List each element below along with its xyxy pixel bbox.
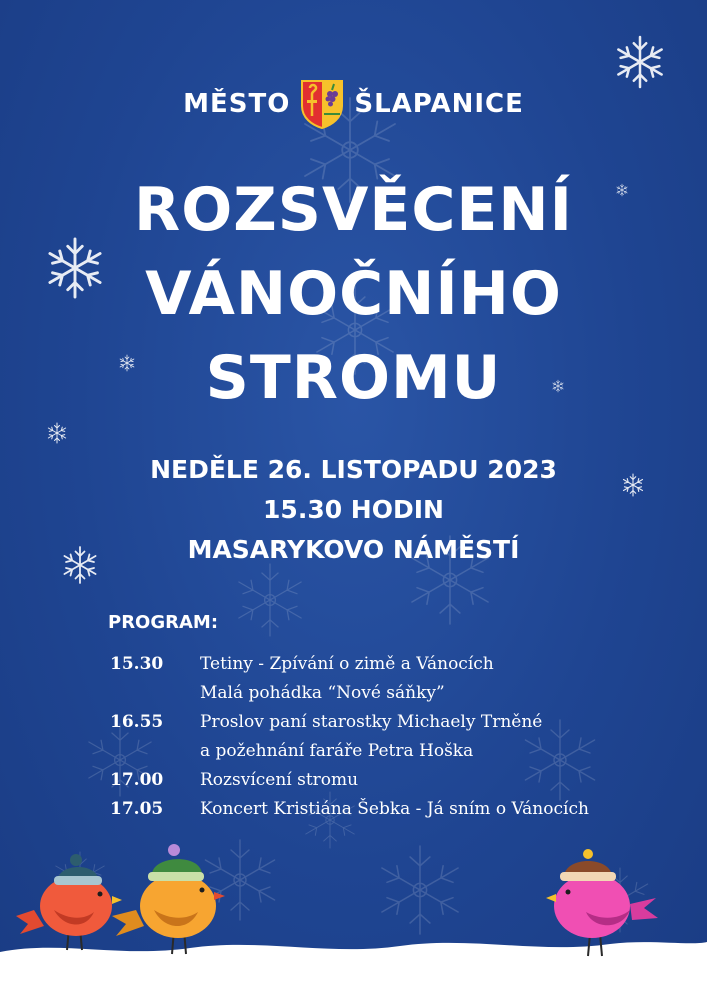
page-title (0, 168, 707, 420)
program-heading: PROGRAM: (108, 612, 219, 633)
title-line-3: STROMU (205, 343, 502, 413)
program-item-text: Proslov paní starostky Michaely Trněné (200, 712, 543, 732)
program-item (110, 708, 690, 766)
event-info (0, 450, 707, 570)
program-item-text: Koncert Kristiána Šebka - Já sním o Vánocích (200, 799, 589, 819)
title-line-2: VÁNOČNÍHO (145, 259, 562, 329)
program-item-text: Tetiny - Zpívání o zimě a Vánocích (200, 654, 494, 674)
program-item-time: 17.05 (110, 799, 164, 819)
event-time: 15.30 HODIN (263, 495, 444, 524)
program-item-time: 17.00 (110, 770, 164, 790)
header-city-label: MĚSTO (183, 89, 291, 119)
program-list (110, 650, 690, 824)
event-place: MASARYKOVO NÁMĚSTÍ (187, 535, 520, 564)
event-date: NEDĚLE 26. LISTOPADU 2023 (150, 455, 557, 484)
program-item-text: a požehnání faráře Petra Hoška (200, 741, 474, 761)
program-item (110, 795, 690, 824)
header (0, 78, 707, 130)
pink-bird-icon (546, 842, 666, 962)
title-line-1: ROZSVĚCENÍ (134, 175, 573, 245)
program-item-text: Rozsvícení stromu (200, 770, 359, 790)
program-item-time: 16.55 (110, 712, 164, 732)
program-item (110, 650, 690, 708)
header-city-name: ŠLAPANICE (354, 89, 524, 119)
program-item-time: 15.30 (110, 654, 164, 674)
coat-of-arms-icon (300, 78, 344, 130)
program-item (110, 766, 690, 795)
orange-bird-icon (108, 830, 228, 960)
program-item-text: Malá pohádka “Nové sáňky” (200, 683, 445, 703)
